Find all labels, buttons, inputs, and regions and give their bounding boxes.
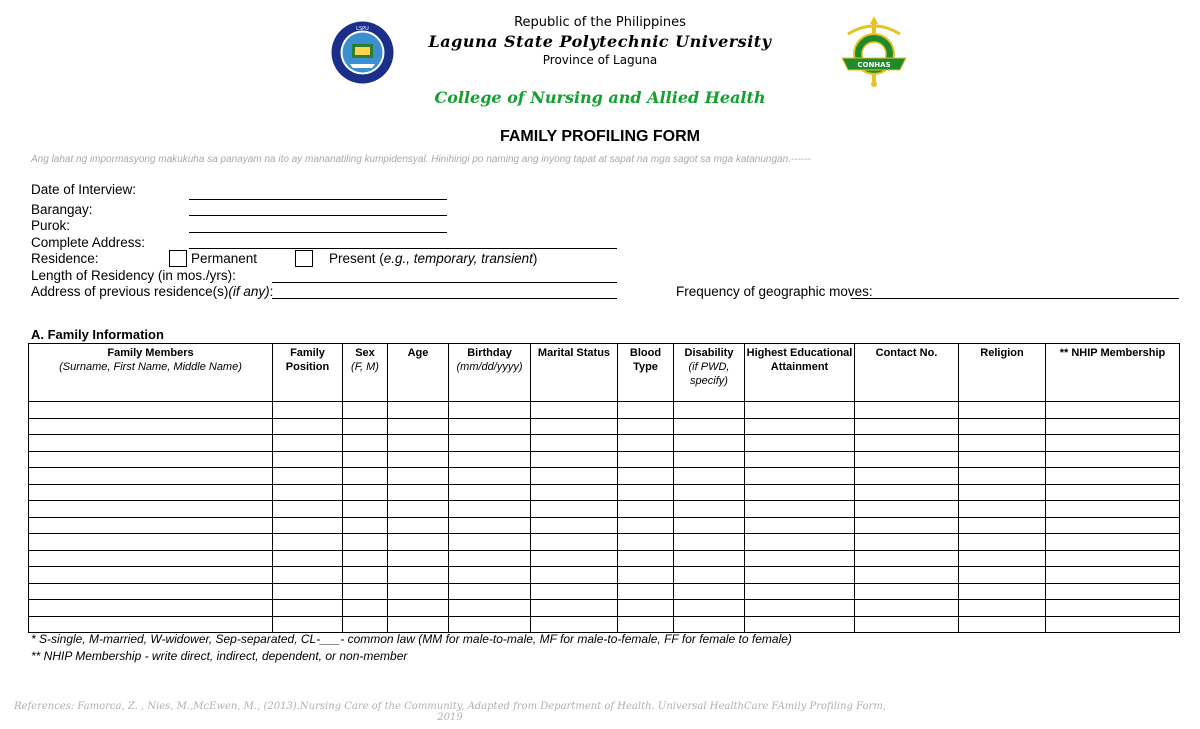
table-cell[interactable]	[388, 534, 449, 551]
table-cell[interactable]	[674, 534, 745, 551]
table-cell[interactable]	[745, 616, 855, 633]
table-cell[interactable]	[618, 583, 674, 600]
present-checkbox[interactable]	[295, 250, 313, 267]
table-cell[interactable]	[29, 402, 273, 419]
table-cell[interactable]	[1046, 534, 1180, 551]
table-cell[interactable]	[449, 451, 531, 468]
table-cell[interactable]	[273, 550, 343, 567]
table-cell[interactable]	[531, 616, 618, 633]
table-cell[interactable]	[449, 501, 531, 518]
table-cell[interactable]	[745, 435, 855, 452]
table-cell[interactable]	[855, 583, 959, 600]
table-cell[interactable]	[449, 468, 531, 485]
table-cell[interactable]	[618, 550, 674, 567]
table-cell[interactable]	[745, 534, 855, 551]
table-cell[interactable]	[855, 600, 959, 617]
family-information-title: A. Family Information	[31, 327, 164, 342]
table-cell[interactable]	[343, 418, 388, 435]
table-cell[interactable]	[1046, 583, 1180, 600]
table-cell[interactable]	[745, 583, 855, 600]
table-cell[interactable]	[29, 484, 273, 501]
table-cell[interactable]	[1046, 600, 1180, 617]
barangay-label: Barangay:	[31, 202, 93, 217]
table-row	[29, 534, 1180, 551]
table-cell[interactable]	[618, 600, 674, 617]
table-cell[interactable]	[959, 550, 1046, 567]
table-cell[interactable]	[855, 468, 959, 485]
table-cell[interactable]	[343, 616, 388, 633]
residence-label: Residence:	[31, 251, 99, 266]
table-row	[29, 550, 1180, 567]
table-cell[interactable]	[1046, 435, 1180, 452]
table-cell[interactable]	[531, 418, 618, 435]
table-cell[interactable]	[855, 517, 959, 534]
table-cell[interactable]	[674, 451, 745, 468]
table-row	[29, 418, 1180, 435]
table-cell[interactable]	[855, 418, 959, 435]
table-cell[interactable]	[29, 517, 273, 534]
table-cell[interactable]	[531, 534, 618, 551]
col-contact-no: Contact No.	[855, 344, 959, 402]
table-cell[interactable]	[29, 534, 273, 551]
table-header-row	[29, 344, 1180, 402]
table-cell[interactable]	[449, 550, 531, 567]
table-cell[interactable]	[959, 402, 1046, 419]
table-cell[interactable]	[531, 501, 618, 518]
purok-label: Purok:	[31, 218, 71, 233]
permanent-label: Permanent	[191, 251, 258, 266]
table-cell[interactable]	[531, 468, 618, 485]
table-cell[interactable]	[29, 616, 273, 633]
table-cell[interactable]	[343, 402, 388, 419]
table-cell[interactable]	[959, 583, 1046, 600]
table-cell[interactable]	[531, 517, 618, 534]
table-row	[29, 435, 1180, 452]
table-cell[interactable]	[273, 451, 343, 468]
previous-address-label: Address of previous residence(s)(if any):	[31, 284, 274, 299]
col-disability: Disability (if PWD, specify)	[674, 344, 745, 402]
table-cell[interactable]	[343, 501, 388, 518]
table-cell[interactable]	[449, 517, 531, 534]
table-cell[interactable]	[449, 435, 531, 452]
family-information-table	[28, 343, 1180, 633]
table-cell[interactable]	[29, 418, 273, 435]
table-row	[29, 484, 1180, 501]
table-cell[interactable]	[388, 402, 449, 419]
table-cell[interactable]	[618, 534, 674, 551]
complete-address-field[interactable]	[189, 248, 617, 249]
table-cell[interactable]	[959, 600, 1046, 617]
table-cell[interactable]	[1046, 418, 1180, 435]
col-nhip-membership: ** NHIP Membership	[1046, 344, 1180, 402]
col-birthday: Birthday (mm/dd/yyyy)	[449, 344, 531, 402]
present-label: Present (e.g., temporary, transient)	[329, 251, 538, 266]
barangay-field[interactable]	[189, 215, 447, 216]
table-cell[interactable]	[388, 451, 449, 468]
table-cell[interactable]	[343, 517, 388, 534]
table-cell[interactable]	[531, 402, 618, 419]
table-cell[interactable]	[531, 484, 618, 501]
table-cell[interactable]	[674, 468, 745, 485]
college-name: College of Nursing and Allied Health	[434, 88, 766, 107]
table-cell[interactable]	[959, 501, 1046, 518]
table-cell[interactable]	[449, 616, 531, 633]
table-row	[29, 567, 1180, 584]
table-cell[interactable]	[618, 451, 674, 468]
table-cell[interactable]	[29, 468, 273, 485]
table-cell[interactable]	[531, 435, 618, 452]
table-cell[interactable]	[388, 501, 449, 518]
form-title: FAMILY PROFILING FORM	[499, 128, 700, 145]
svg-text:LSPU: LSPU	[356, 26, 369, 32]
table-cell[interactable]	[745, 567, 855, 584]
nhip-note: ** NHIP Membership - write direct, indirect, dependent, or non-member	[31, 649, 408, 663]
confidentiality-notice: Ang lahat ng impormasyong makukuha sa panayam na ito ay mananatiling kumpidensyal. Hinihingi po naming ang inyong tapat at sapat na mga sagot sa mga katanungan.------	[31, 154, 811, 165]
table-cell[interactable]	[618, 567, 674, 584]
table-cell[interactable]	[674, 616, 745, 633]
table-cell[interactable]	[29, 567, 273, 584]
table-cell[interactable]	[449, 567, 531, 584]
republic-heading: Republic of the Philippines	[514, 15, 686, 30]
col-family-position: Family Position	[273, 344, 343, 402]
table-cell[interactable]	[959, 418, 1046, 435]
table-cell[interactable]	[855, 451, 959, 468]
table-cell[interactable]	[449, 484, 531, 501]
table-cell[interactable]	[674, 402, 745, 419]
table-cell[interactable]	[273, 583, 343, 600]
date-of-interview-label: Date of Interview:	[31, 182, 137, 197]
table-cell[interactable]	[343, 567, 388, 584]
table-cell[interactable]	[745, 418, 855, 435]
table-cell[interactable]	[449, 600, 531, 617]
table-cell[interactable]	[745, 517, 855, 534]
table-cell[interactable]	[388, 616, 449, 633]
table-cell[interactable]	[273, 567, 343, 584]
table-cell[interactable]	[273, 600, 343, 617]
table-cell[interactable]	[855, 550, 959, 567]
table-cell[interactable]	[449, 418, 531, 435]
svg-text:CONHAS: CONHAS	[857, 61, 891, 69]
table-cell[interactable]	[343, 451, 388, 468]
table-cell[interactable]	[745, 468, 855, 485]
table-cell[interactable]	[273, 517, 343, 534]
table-cell[interactable]	[855, 616, 959, 633]
table-cell[interactable]	[29, 600, 273, 617]
table-cell[interactable]	[618, 616, 674, 633]
table-cell[interactable]	[855, 501, 959, 518]
table-cell[interactable]	[745, 484, 855, 501]
table-row	[29, 616, 1180, 633]
table-row	[29, 451, 1180, 468]
table-cell[interactable]	[855, 534, 959, 551]
table-cell[interactable]	[959, 567, 1046, 584]
table-cell[interactable]	[1046, 501, 1180, 518]
table-cell[interactable]	[855, 435, 959, 452]
table-cell[interactable]	[273, 402, 343, 419]
table-cell[interactable]	[745, 600, 855, 617]
col-marital-status: Marital Status	[531, 344, 618, 402]
table-cell[interactable]	[618, 501, 674, 518]
permanent-checkbox[interactable]	[169, 250, 187, 267]
table-cell[interactable]	[855, 402, 959, 419]
table-cell[interactable]	[959, 435, 1046, 452]
table-cell[interactable]	[959, 534, 1046, 551]
table-cell[interactable]	[29, 435, 273, 452]
table-cell[interactable]	[1046, 517, 1180, 534]
col-religion: Religion	[959, 344, 1046, 402]
table-cell[interactable]	[273, 418, 343, 435]
table-cell[interactable]	[29, 501, 273, 518]
col-educational-attainment: Highest Educational Attainment	[745, 344, 855, 402]
col-blood-type: Blood Type	[618, 344, 674, 402]
table-cell[interactable]	[674, 517, 745, 534]
table-cell[interactable]	[449, 402, 531, 419]
table-cell[interactable]	[1046, 451, 1180, 468]
table-cell[interactable]	[531, 550, 618, 567]
table-cell[interactable]	[273, 616, 343, 633]
table-cell[interactable]	[745, 501, 855, 518]
table-cell[interactable]	[959, 616, 1046, 633]
table-cell[interactable]	[29, 451, 273, 468]
purok-field[interactable]	[189, 232, 447, 233]
table-cell[interactable]	[1046, 484, 1180, 501]
table-cell[interactable]	[855, 484, 959, 501]
table-cell[interactable]	[388, 600, 449, 617]
table-cell[interactable]	[29, 583, 273, 600]
table-cell[interactable]	[343, 468, 388, 485]
table-cell[interactable]	[343, 435, 388, 452]
table-cell[interactable]	[531, 583, 618, 600]
table-cell[interactable]	[388, 435, 449, 452]
table-row	[29, 468, 1180, 485]
table-cell[interactable]	[1046, 616, 1180, 633]
table-cell[interactable]	[1046, 550, 1180, 567]
table-cell[interactable]	[531, 567, 618, 584]
table-cell[interactable]	[959, 517, 1046, 534]
table-cell[interactable]	[388, 418, 449, 435]
table-cell[interactable]	[273, 501, 343, 518]
table-cell[interactable]	[388, 583, 449, 600]
frequency-moves-label: Frequency of geographic moves:	[676, 284, 873, 299]
references-footer: References: Famorca, Z. , Nies, M.,McEwen, M., (2013).Nursing Care of the Community, Adapted from Department of Health. Universal HealthCare FAmily Profiling Form, 2019	[14, 701, 886, 723]
table-cell[interactable]	[745, 550, 855, 567]
previous-address-field[interactable]	[272, 298, 617, 299]
table-cell[interactable]	[449, 583, 531, 600]
table-cell[interactable]	[449, 534, 531, 551]
table-cell[interactable]	[855, 567, 959, 584]
table-cell[interactable]	[388, 550, 449, 567]
table-cell[interactable]	[618, 435, 674, 452]
complete-address-label: Complete Address:	[31, 235, 146, 250]
table-cell[interactable]	[618, 418, 674, 435]
table-cell[interactable]	[273, 484, 343, 501]
table-cell[interactable]	[959, 468, 1046, 485]
table-cell[interactable]	[388, 468, 449, 485]
table-cell[interactable]	[531, 451, 618, 468]
table-row	[29, 501, 1180, 518]
table-cell[interactable]	[618, 402, 674, 419]
province-heading: Province of Laguna	[542, 53, 658, 67]
table-cell[interactable]	[618, 517, 674, 534]
table-cell[interactable]	[273, 468, 343, 485]
table-cell[interactable]	[674, 484, 745, 501]
table-cell[interactable]	[343, 534, 388, 551]
col-sex: Sex (F, M)	[343, 344, 388, 402]
table-cell[interactable]	[674, 600, 745, 617]
table-cell[interactable]	[273, 435, 343, 452]
table-row	[29, 517, 1180, 534]
col-age: Age	[388, 344, 449, 402]
table-cell[interactable]	[1046, 468, 1180, 485]
table-cell[interactable]	[343, 484, 388, 501]
frequency-moves-field[interactable]	[851, 298, 1179, 299]
table-cell[interactable]	[1046, 402, 1180, 419]
table-cell[interactable]	[343, 550, 388, 567]
table-cell[interactable]	[388, 567, 449, 584]
table-cell[interactable]	[959, 451, 1046, 468]
table-cell[interactable]	[674, 567, 745, 584]
table-cell[interactable]	[29, 550, 273, 567]
table-cell[interactable]	[531, 600, 618, 617]
date-of-interview-field[interactable]	[189, 199, 447, 200]
length-of-residency-field[interactable]	[272, 282, 617, 283]
table-cell[interactable]	[674, 501, 745, 518]
table-cell[interactable]	[674, 583, 745, 600]
col-family-members: Family Members (Surname, First Name, Middle Name)	[29, 344, 273, 402]
table-row	[29, 583, 1180, 600]
table-cell[interactable]	[674, 550, 745, 567]
table-cell[interactable]	[273, 534, 343, 551]
table-cell[interactable]	[745, 451, 855, 468]
table-row	[29, 402, 1180, 419]
table-cell[interactable]	[618, 484, 674, 501]
table-row	[29, 600, 1180, 617]
university-name: Laguna State Polytechnic University	[428, 32, 772, 51]
table-cell[interactable]	[674, 418, 745, 435]
table-cell[interactable]	[959, 484, 1046, 501]
table-cell[interactable]	[388, 484, 449, 501]
table-cell[interactable]	[674, 435, 745, 452]
table-cell[interactable]	[388, 517, 449, 534]
table-cell[interactable]	[618, 468, 674, 485]
table-cell[interactable]	[745, 402, 855, 419]
table-cell[interactable]	[343, 600, 388, 617]
table-cell[interactable]	[1046, 567, 1180, 584]
length-of-residency-label: Length of Residency (in mos./yrs):	[31, 268, 236, 283]
marital-status-note: * S-single, M-married, W-widower, Sep-separated, CL-___- common law (MM for male-to-male, MF for male-to-female, FF for female to female)	[31, 632, 792, 646]
table-cell[interactable]	[343, 583, 388, 600]
